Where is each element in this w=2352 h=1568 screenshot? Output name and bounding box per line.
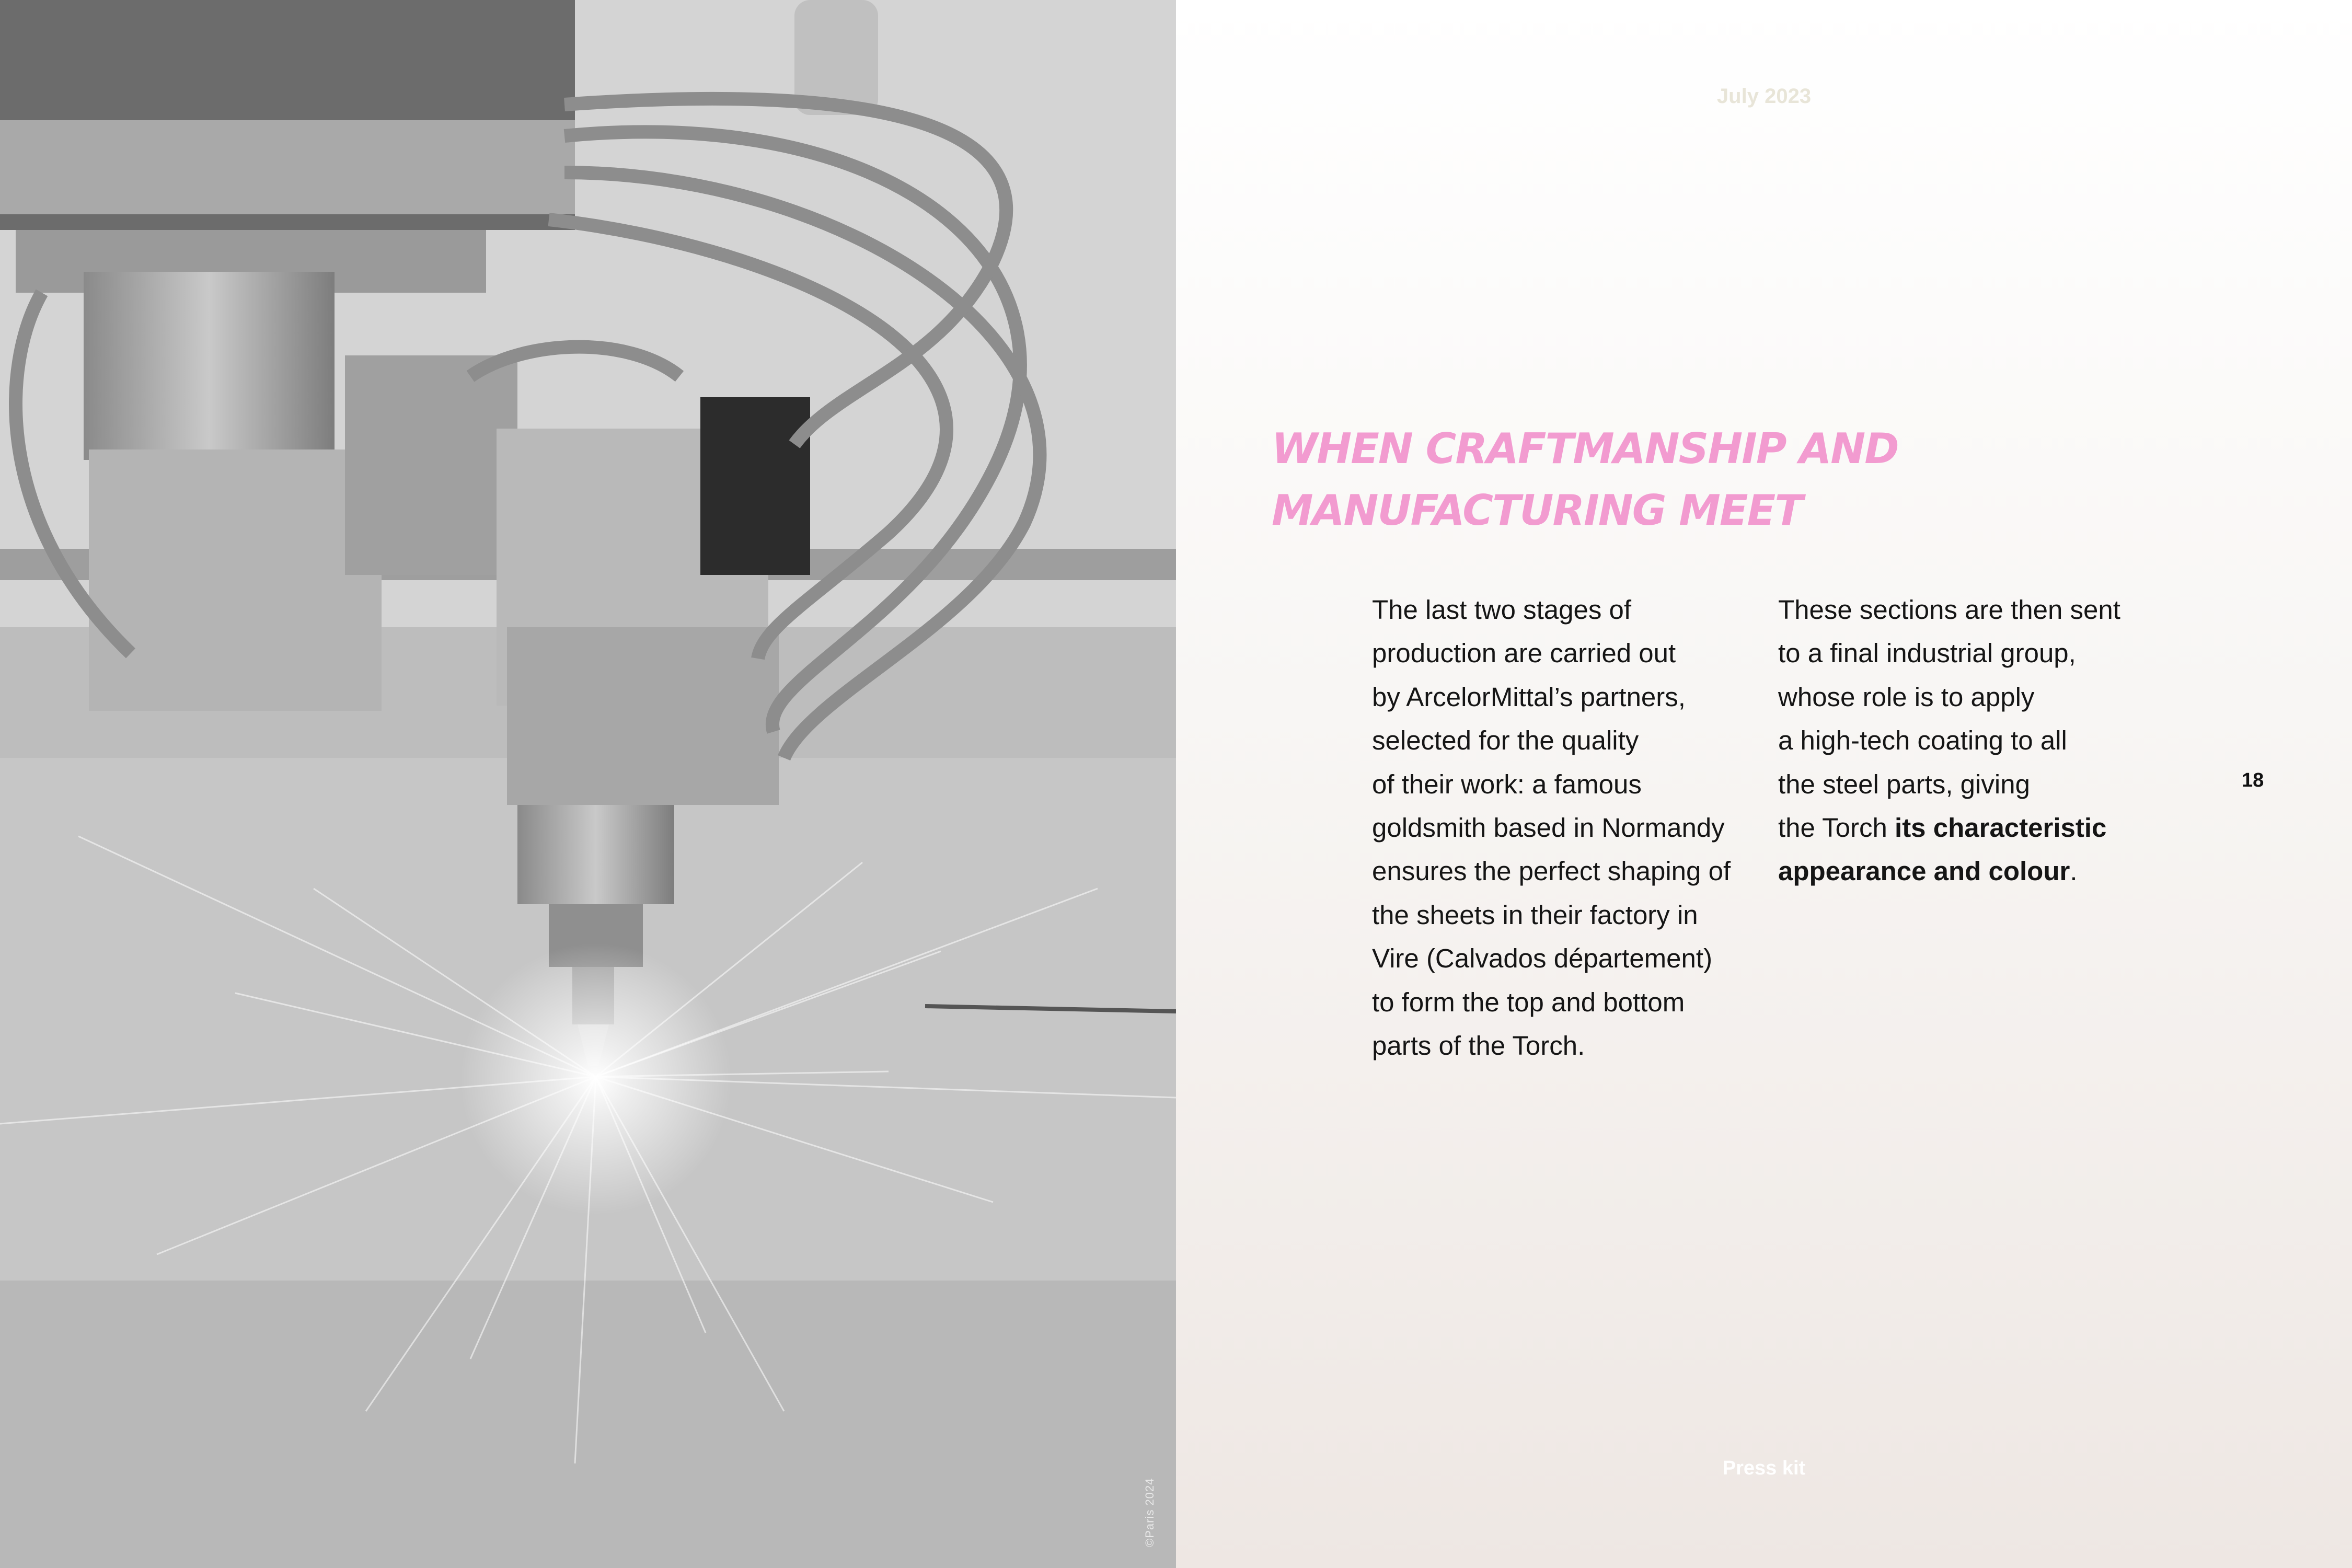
body-text-bold: appearance and colour	[1778, 856, 2070, 886]
issue-date: July 2023	[1716, 85, 1812, 108]
body-line-mixed	[1778, 849, 2165, 893]
page-title	[1272, 418, 2056, 541]
body-line: the steel parts, giving	[1778, 769, 2030, 799]
body-line: selected for the quality	[1372, 725, 1639, 756]
body-line: production are carried out	[1372, 638, 1676, 668]
body-line: goldsmith based in Normandy	[1372, 813, 1725, 843]
body-line: by ArcelorMittal’s partners,	[1372, 682, 1686, 712]
body-line: ensures the perfect shaping of	[1372, 856, 1731, 886]
body-line: of their work: a famous	[1372, 769, 1642, 799]
body-line: The last two stages of	[1372, 595, 1632, 625]
title-line-1: WHEN CRAFTMANSHIP AND	[1272, 424, 1898, 473]
body-line: Vire (Calvados département)	[1372, 943, 1713, 974]
footer-label: Press kit	[1722, 1457, 1806, 1479]
body-text: .	[2070, 856, 2078, 886]
text-page	[1176, 0, 2352, 1568]
body-column-2	[1778, 588, 2165, 893]
body-line: parts of the Torch.	[1372, 1031, 1585, 1061]
body-text: the Torch	[1778, 813, 1895, 843]
body-line-mixed	[1778, 806, 2165, 849]
body-text-bold: its characteristic	[1895, 813, 2107, 843]
body-line: These sections are then sent	[1778, 595, 2120, 625]
body-line: to form the top and bottom	[1372, 987, 1685, 1017]
body-line: whose role is to apply	[1778, 682, 2035, 712]
body-line: to a final industrial group,	[1778, 638, 2076, 668]
body-column-1	[1372, 588, 1759, 1067]
page-number: 18	[2242, 769, 2264, 791]
photo-credit: ©Paris 2024	[1143, 1478, 1156, 1547]
body-line: the sheets in their factory in	[1372, 900, 1698, 930]
title-line-2: MANUFACTURING MEET	[1272, 486, 1802, 535]
body-line: a high-tech coating to all	[1778, 725, 2067, 756]
